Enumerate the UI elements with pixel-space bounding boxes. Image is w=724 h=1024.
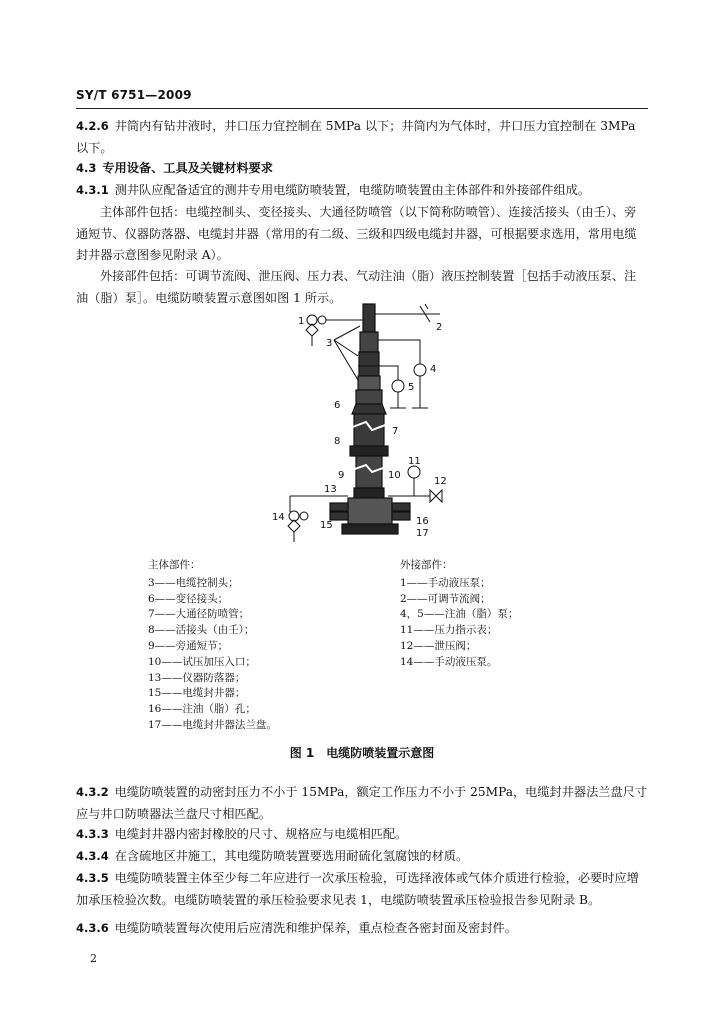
clause-text: 电缆防喷装置的动密封压力不小于 15MPa，额定工作压力不小于 25MPa，电缆封井器法兰盘尺寸应与井口防喷器法兰盘尺寸相匹配。 <box>76 785 648 821</box>
clause-4-3-5 <box>76 868 648 911</box>
callout-11: 11 <box>408 456 421 467</box>
figure-title: 电缆防喷装置示意图 <box>326 746 435 760</box>
blowout-preventer-diagram <box>270 300 470 550</box>
callout-4: 4 <box>430 364 437 375</box>
legend-item: 8——活接头（由壬）； <box>148 624 255 637</box>
clause-4-3-6 <box>76 918 648 940</box>
legend-item: 9——旁通短节； <box>148 639 229 652</box>
legend-item: 16——注油（脂）孔； <box>148 703 256 716</box>
clause-4-2-6 <box>76 116 648 159</box>
main-parts-paragraph <box>76 202 648 267</box>
callout-10: 10 <box>388 470 401 481</box>
callout-8: 8 <box>334 436 341 447</box>
figure-number: 图 1 <box>289 746 315 760</box>
callout-14: 14 <box>272 512 285 523</box>
clause-text: 电缆防喷装置主体至少每二年应进行一次承压检验，可选择液体或气体介质进行检验，必要时应增加承压检验次数。电缆防喷装置的承压检验要求见表 1，电缆防喷装置承压检验报告参见附录 B。 <box>76 871 639 907</box>
clause-number: 4.3.1 <box>76 183 109 197</box>
figure-caption <box>0 744 724 761</box>
clause-number: 4.3.3 <box>76 827 109 841</box>
clause-text: 在含硫地区井施工，其电缆防喷装置要选用耐硫化氢腐蚀的材质。 <box>114 849 469 863</box>
callout-7: 7 <box>392 426 399 437</box>
clause-number: 4.2.6 <box>76 119 109 133</box>
external-parts-text: 外接部件包括：可调节流阀、泄压阀、压力表、气动注油（脂）液压控制装置［包括手动液压泵、注油（脂）泵］。电缆防喷装置示意图如图 1 所示。 <box>76 269 637 305</box>
legend-item: 7——大通径防喷管； <box>148 608 250 621</box>
main-parts-legend <box>148 558 277 734</box>
legend-item: 17——电缆封井器法兰盘。 <box>148 718 277 731</box>
page-number: 2 <box>90 952 97 965</box>
legend-item: 14——手动液压泵。 <box>400 655 498 668</box>
main-parts-text: 主体部件包括：电缆控制头、变径接头、大通径防喷管（以下简称防喷管）、连接活接头（由壬）、旁通短节、仪器防落器、电缆封井器（常用的有二级、三级和四级电缆封井器，可根据要求选用，常用电缆封井器示意图参见附录 A）。 <box>76 205 637 262</box>
legend-item: 15——电缆封井器； <box>148 687 246 700</box>
clause-text: 电缆防喷装置每次使用后应清洗和维护保养，重点检查各密封面及密封件。 <box>114 921 517 935</box>
section-4-3-heading <box>76 158 648 180</box>
callout-15: 15 <box>320 520 333 531</box>
callout-17: 17 <box>416 528 429 539</box>
clause-4-3-4 <box>76 846 648 868</box>
legend-item: 2——可调节流阀； <box>400 592 491 605</box>
clause-text: 电缆封井器内密封橡胶的尺寸、规格应与电缆相匹配。 <box>114 827 408 841</box>
callout-5: 5 <box>408 382 415 393</box>
legend-item: 10——试压加压入口； <box>148 655 256 668</box>
legend-item: 13——仪器防落器； <box>148 671 246 684</box>
callout-2: 2 <box>436 322 443 333</box>
legend-heading: 主体部件： <box>148 559 201 571</box>
clause-number: 4.3.6 <box>76 921 109 935</box>
callout-1: 1 <box>298 316 305 327</box>
callout-3: 3 <box>326 338 333 349</box>
legend-heading: 外接部件： <box>400 559 453 571</box>
callout-9: 9 <box>338 470 345 481</box>
legend-item: 6——变径接头； <box>148 592 229 605</box>
clause-text: 井筒内有钻井液时，井口压力宜控制在 5MPa 以下；井筒内为气体时，井口压力宜控制在 3MPa 以下。 <box>76 119 636 155</box>
callout-13: 13 <box>324 484 337 495</box>
legend-item: 4，5——注油（脂）泵； <box>400 608 519 621</box>
external-parts-legend <box>400 558 518 671</box>
callout-6: 6 <box>334 400 341 411</box>
clause-number: 4.3.4 <box>76 849 109 863</box>
legend-item: 11——压力指示表； <box>400 624 498 637</box>
clause-text: 测井队应配备适宜的测井专用电缆防喷装置，电缆防喷装置由主体部件和外接部件组成。 <box>114 183 591 197</box>
legend-item: 3——电缆控制头； <box>148 576 239 589</box>
section-number: 4.3 <box>76 161 97 175</box>
callout-12: 12 <box>434 476 447 487</box>
callout-16: 16 <box>416 516 429 527</box>
clause-number: 4.3.2 <box>76 785 109 799</box>
clause-number: 4.3.5 <box>76 871 109 885</box>
header-rule <box>76 108 648 109</box>
legend-item: 12——泄压阀； <box>400 639 477 652</box>
legend-item: 1——手动液压泵； <box>400 576 491 589</box>
standard-code: SY/T 6751—2009 <box>76 88 192 102</box>
clause-4-3-3 <box>76 824 648 846</box>
section-title: 专用设备、工具及关键材料要求 <box>102 161 273 175</box>
clause-4-3-1 <box>76 180 648 202</box>
clause-4-3-2 <box>76 782 648 825</box>
